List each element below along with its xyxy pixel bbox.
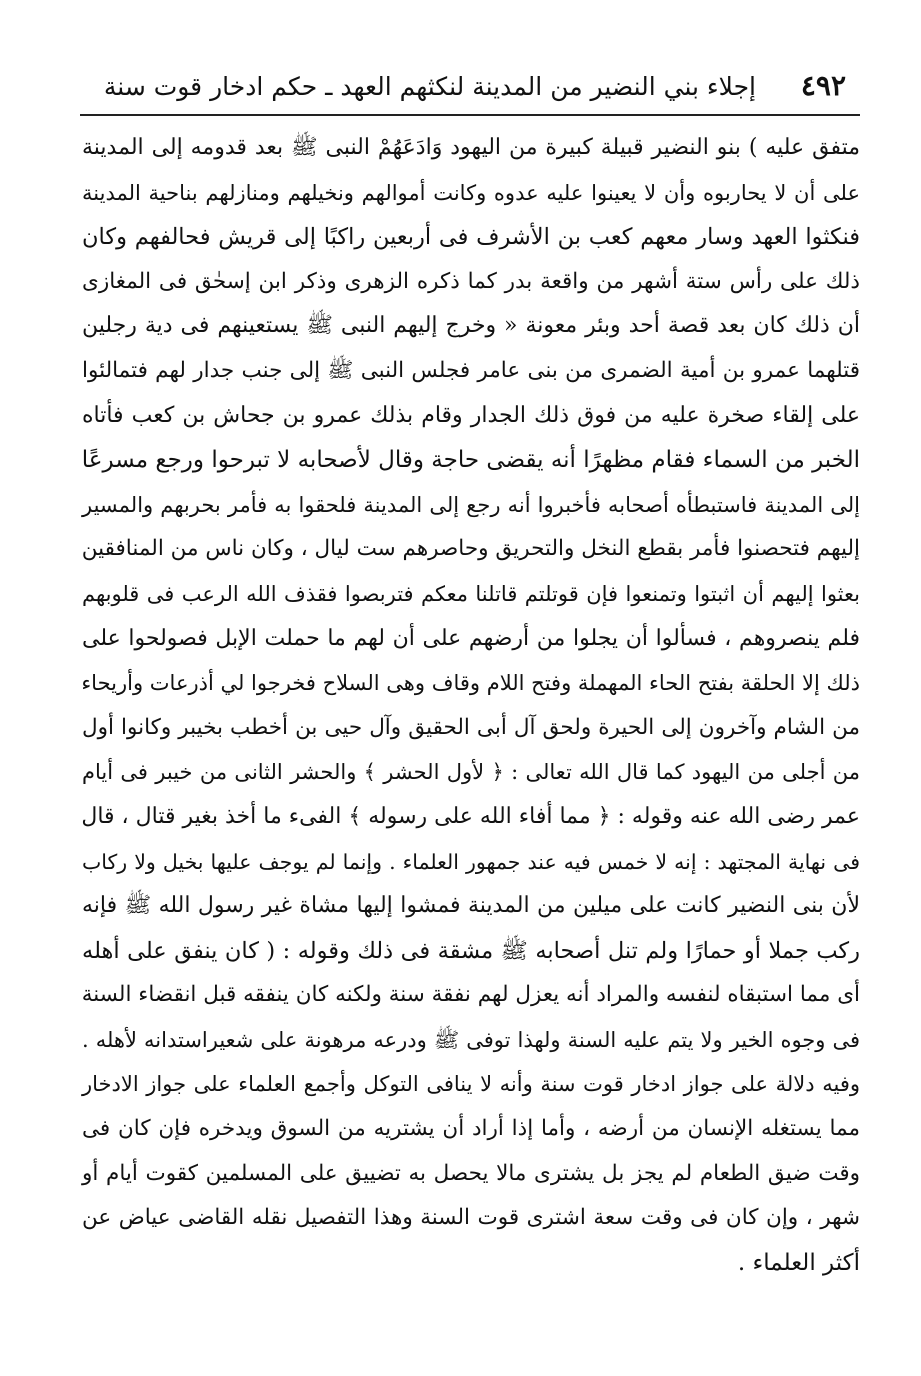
text-line: فى وجوه الخير ولا يتم عليه السنة ولهذا توفى ﷺ ودرعه مرهونة على شعيراستدانه لأهله . (82, 1027, 860, 1052)
text-line: أن ذلك كان بعد قصة أحد وبئر معونة « وخرج إليهم النبى ﷺ يستعينهم فى دية رجلين (82, 313, 860, 339)
header-rule (80, 114, 860, 116)
text-line: بعثوا إليهم أن اثبتوا وتمنعوا فإن قوتلتم قاتلنا معكم فتربصوا فقذف الله الرعب فى قلوبهم (82, 581, 860, 606)
text-line: من الشام وآخرون إلى الحيرة ولحق آل أبى الحقيق وآل حيى بن أخطب بخيبر وكانوا أول (82, 714, 860, 740)
text-line: أى مما استبقاه لنفسه والمراد أنه يعزل لهم نفقة سنة ولكنه كان ينفقه قبل انقضاء السنة (81, 982, 860, 1008)
body-text (82, 126, 860, 1285)
text-line: على إلقاء صخرة عليه من فوق ذلك الجدار وقام بذلك عمرو بن جحاش بن كعب فأتاه (82, 402, 860, 428)
page-number: ٤٩٢ (800, 69, 846, 102)
text-line: فلم ينصروهم ، فسألوا أن يجلوا من أرضهم على أن لهم ما حملت الإبل فصولحوا على (82, 625, 860, 651)
text-line: قتلهما عمرو بن أمية الضمرى من بنى عامر فجلس النبى ﷺ إلى جنب جدار لهم فتمالئوا (82, 357, 860, 383)
text-line: على أن لا يحاربوه وأن لا يعينوا عليه عدوه وكانت أموالهم ونخيلهم ومنازلهم بناحية المدينة (82, 180, 860, 205)
text-line: أكثر العلماء . (737, 1249, 860, 1276)
text-line: ذلك على رأس ستة أشهر من واقعة بدر كما ذكره الزهرى وذكر ابن إسحٰق فى المغازى (82, 268, 860, 294)
text-line: الخبر من السماء فقام مظهرًا أنه يقضى حاجة وقال لأصحابه لا تبرحوا ورجع مسرعًا (81, 447, 860, 474)
text-line: مما يستغله الإنسان من أرضه ، وأما إذا أراد أن يشتريه من السوق ويدخره فإن كان فى (82, 1116, 860, 1142)
text-line: متفق عليه ) بنو النضير قبيلة كبيرة من اليهود وَادَعَهُمْ النبى ﷺ بعد قدومه إلى المدينة (82, 135, 860, 160)
text-line: وقت ضيق الطعام لم يجز بل يشترى مالا يحصل به تضييق على المسلمين كقوت أيام أو (82, 1160, 860, 1186)
running-title: إجلاء بني النضير من المدينة لنكثهم العهد ـ حكم ادخار قوت سنة (103, 72, 756, 101)
text-line: لأن بنى النضير كانت على ميلين من المدينة فمشوا إليها مشاة غير رسول الله ﷺ فإنه (82, 893, 860, 919)
text-line: عمر رضى الله عنه وقوله : ﴿ مما أفاء الله على رسوله ﴾ الفىء ما أخذ بغير قتال ، قال (81, 803, 860, 829)
text-line: إلى المدينة فاستبطأه أصحابه فأخبروا أنه رجع إلى المدينة فلحقوا به فأمر بحربهم والمسير (82, 492, 860, 517)
text-line: إليهم فتحصنوا فأمر بقطع النخل والتحريق وحاصرهم ست ليال ، وكان ناس من المنافقين (81, 536, 860, 562)
text-line: فنكثوا العهد وسار معهم كعب بن الأشرف فى أربعين راكبًا إلى قريش فحالفهم وكان (82, 224, 860, 251)
text-line: فى نهاية المجتهد : إنه لا خمس فيه عند جمهور العلماء . وإنما لم يوجف عليها بخيل ولا ركاب (82, 849, 860, 874)
text-line: وفيه دلالة على جواز ادخار قوت سنة وأنه لا ينافى التوكل وأجمع العلماء على جواز الادخار (82, 1072, 860, 1097)
page-header (80, 66, 860, 116)
text-line: ذلك إلا الحلقة بفتح الحاء المهملة وفتح اللام وقاف وهى السلاح فخرجوا لي أذرعات وأريحاء (81, 671, 860, 696)
text-line: من أجلى من اليهود كما قال الله تعالى : ﴿ لأول الحشر ﴾ والحشر الثانى من خيبر فى أيام (82, 760, 860, 785)
text-line: ركب جملا أو حمارًا ولم تنل أصحابه ﷺ مشقة فى ذلك وقوله : ( كان ينفق على أهله (82, 937, 860, 964)
text-line: شهر ، وإن كان فى وقت سعة اشترى قوت السنة وهذا التفصيل نقله القاضى عياض عن (82, 1205, 860, 1231)
